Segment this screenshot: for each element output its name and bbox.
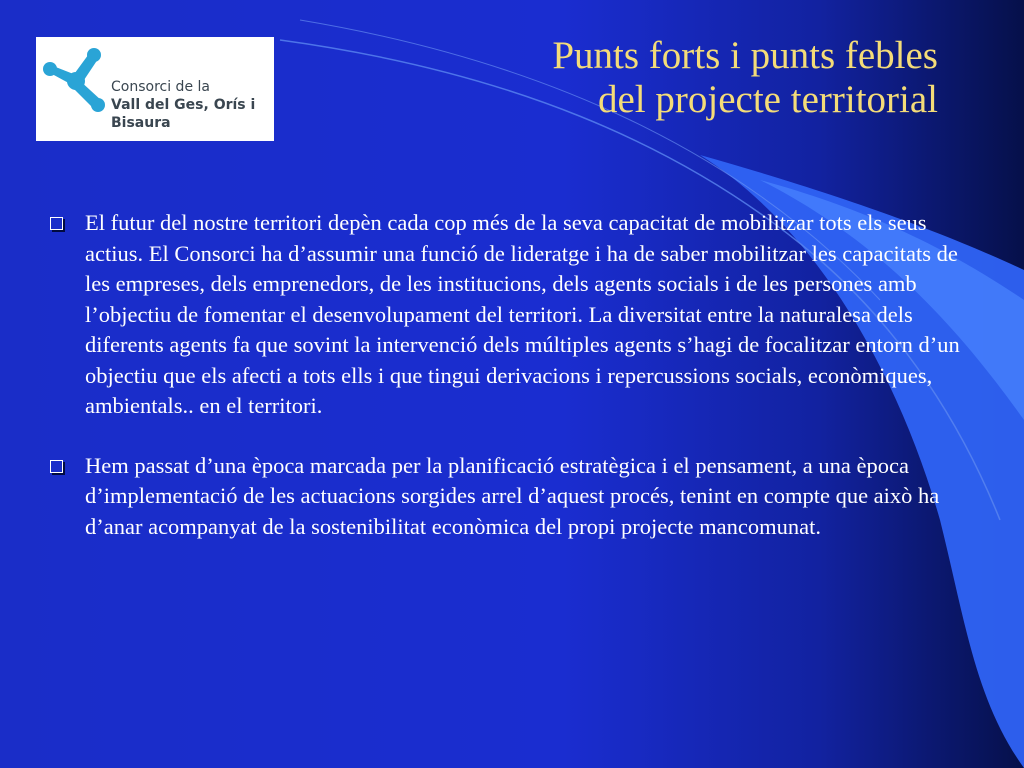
- consorci-logo: [36, 37, 274, 141]
- title-line-2: del projecte territorial: [598, 78, 938, 121]
- slide-body: [50, 208, 985, 571]
- bullet-square-icon: [50, 460, 63, 473]
- bullet-square-icon: [50, 217, 63, 230]
- title-line-1: Punts forts i punts febles: [552, 34, 938, 77]
- bullet-item: [50, 451, 985, 543]
- logo-line-3: Bisaura: [111, 115, 171, 131]
- bullet-text: Hem passat d’una època marcada per la planificació estratègica i el pensament, a una època d’implementació de les actuacions sorgides arrel d’aquest procés, tenint en compte que això ha d’anar acompanyat de la sostenibilitat econòmica del propi projecte mancomunat.: [85, 452, 940, 539]
- bullet-text: El futur del nostre territori depèn cada cop més de la seva capacitat de mobilitzar tots els seus actius. El Consorci ha d’assumir una funció de lideratge i ha de saber mobilitzar les capacitats de les empreses, dels emprenedors, de les institucions, dels agents socials i de les persones amb l’objectiu de fomentar el desenvolupament del territori. La diversitat entre la naturalesa dels diferents agents fa que sovint la intervenció dels múltiples agents s’hagi de focalitzar entorn d’un objectiu que els afecti a tots ells i que tingui derivacions i repercussions socials, econòmiques, ambientals.. en el territori.: [85, 210, 960, 418]
- logo-line-1: Consorci de la: [111, 79, 210, 95]
- logo-line-2: Vall del Ges, Orís i: [111, 97, 256, 113]
- bullet-item: [50, 208, 985, 422]
- logo-text: [111, 78, 255, 132]
- slide-title: [552, 34, 938, 122]
